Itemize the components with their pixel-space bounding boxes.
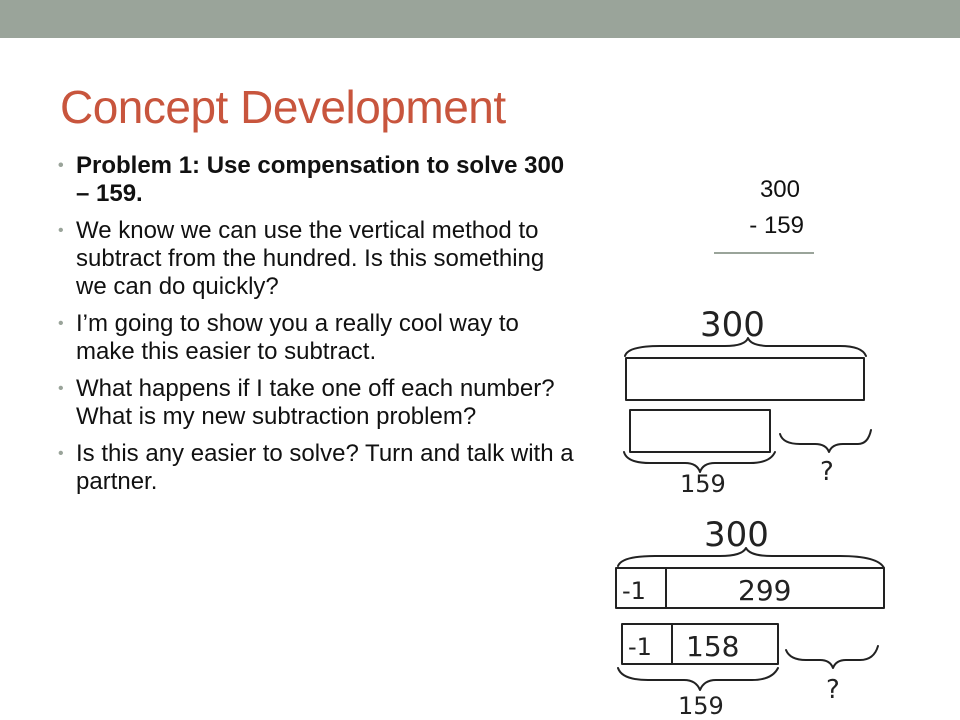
slide-title: Concept Development bbox=[60, 81, 506, 133]
tape-diagram-2 bbox=[616, 515, 884, 720]
tape-diagram-1 bbox=[624, 305, 871, 498]
subtrahend: - 159 bbox=[749, 212, 804, 239]
bullet-item: • Is this any easier to solve? Turn and talk with a partner. bbox=[56, 440, 576, 496]
bullet-item: • Problem 1: Use compensation to solve 300 – 159. bbox=[56, 152, 576, 208]
part-brace bbox=[624, 452, 775, 472]
unknown-label: ? bbox=[820, 457, 834, 487]
bar-1-left-label: -1 bbox=[622, 577, 646, 605]
whole-label: 300 bbox=[704, 515, 769, 555]
part-label: 159 bbox=[678, 692, 724, 720]
bar-2-value: 158 bbox=[686, 630, 740, 663]
unknown-brace bbox=[780, 430, 871, 452]
bar-1-value: 299 bbox=[738, 574, 792, 607]
unknown-label: ? bbox=[826, 675, 840, 705]
unknown-brace bbox=[786, 646, 878, 668]
minuend: 300 bbox=[759, 176, 800, 203]
bullet-item: • What happens if I take one off each number? What is my new subtraction problem? bbox=[56, 375, 576, 431]
bullet-item: • We know we can use the vertical method to subtract from the hundred. Is this something we can do quickly? bbox=[56, 217, 576, 301]
whole-label: 300 bbox=[700, 305, 765, 345]
part-brace bbox=[618, 668, 778, 690]
part-bar bbox=[630, 410, 770, 452]
bar-2-left-label: -1 bbox=[628, 633, 652, 661]
bullet-item: • I’m going to show you a really cool way to make this easier to subtract. bbox=[56, 310, 576, 366]
part-label: 159 bbox=[680, 470, 726, 498]
whole-bar bbox=[626, 358, 864, 400]
